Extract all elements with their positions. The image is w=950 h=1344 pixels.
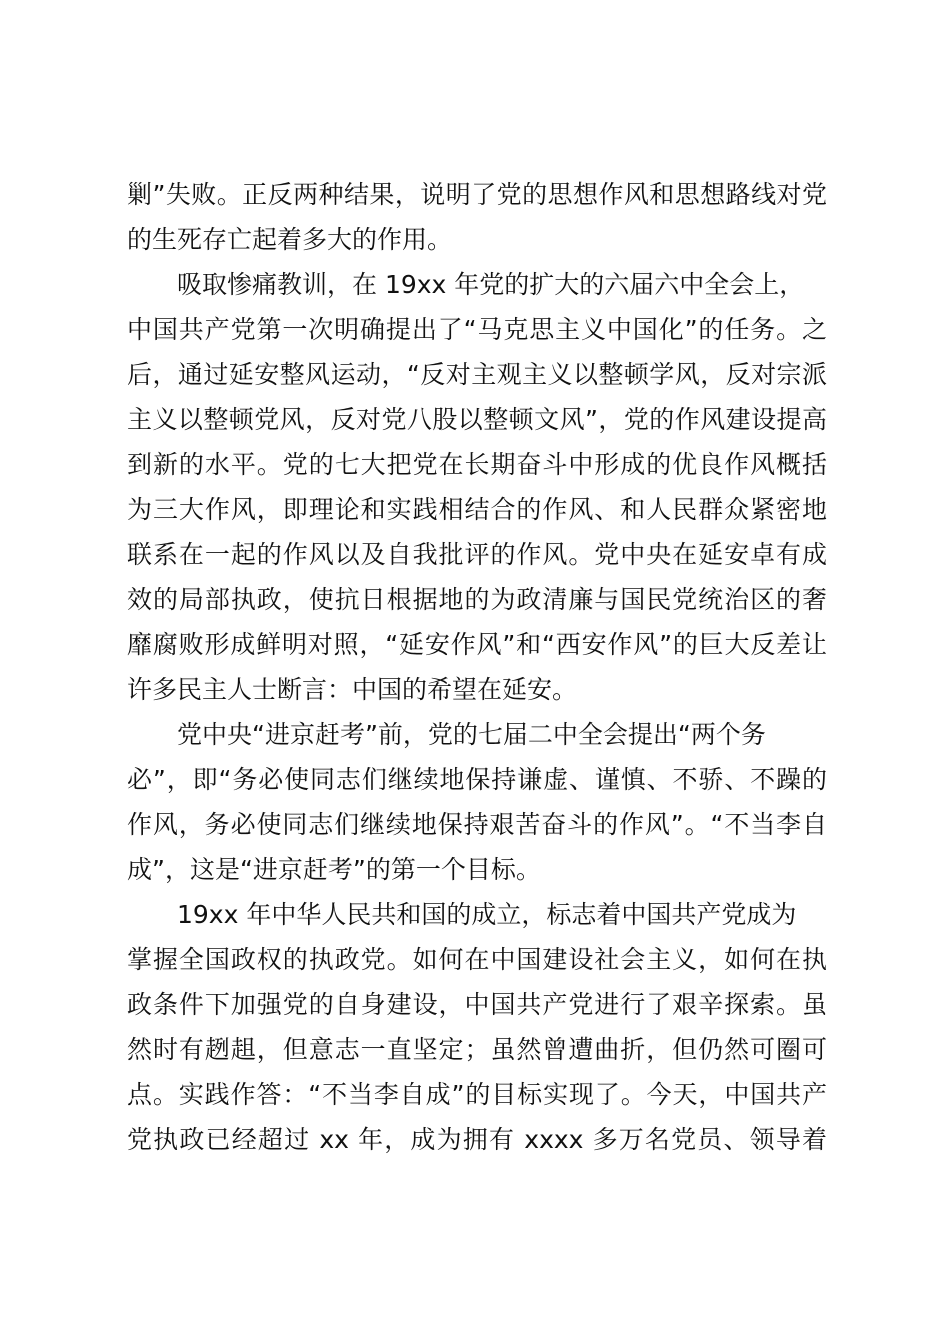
text-line: 点。实践作答：“不当李自成”的目标实现了。今天，中国共产 [127,1080,827,1109]
text-line: 政条件下加强党的自身建设，中国共产党进行了艰辛探索。虽 [127,990,827,1019]
text-line: 必”，即“务必使同志们继续地保持谦虚、谨慎、不骄、不躁的 [127,765,827,794]
text-line: 掌握全国政权的执政党。如何在中国建设社会主义，如何在执 [127,945,827,974]
text-line: 为三大作风，即理论和实践相结合的作风、和人民群众紧密地 [127,495,827,524]
text-line: 靡腐败形成鲜明对照，“延安作风”和“西安作风”的巨大反差让 [127,630,827,659]
body-text [127,172,827,1162]
text-line: 后，通过延安整风运动，“反对主观主义以整顿学风，反对宗派 [127,360,827,389]
text-line: 中国共产党第一次明确提出了“马克思主义中国化”的任务。之 [127,315,827,344]
text-line: 效的局部执政，使抗日根据地的为政清廉与国民党统治区的奢 [127,585,827,614]
paragraph-first-line: 19xx 年中华人民共和国的成立，标志着中国共产党成为 [177,900,797,929]
paragraph-first-line: 吸取惨痛教训，在 19xx 年党的扩大的六届六中全会上， [177,270,805,299]
text-line: 主义以整顿党风，反对党八股以整顿文风”，党的作风建设提高 [127,405,827,434]
text-line: 的生死存亡起着多大的作用。 [127,225,453,254]
text-line: 成”，这是“进京赶考”的第一个目标。 [127,855,541,884]
text-line: 党执政已经超过 xx 年，成为拥有 xxxx 多万名党员、领导着 [127,1125,827,1154]
text-line: 然时有趔趄，但意志一直坚定；虽然曾遭曲折，但仍然可圈可 [127,1035,827,1064]
paragraph-first-line: 党中央“进京赶考”前，党的七届二中全会提出“两个务 [177,720,766,749]
text-line: 剿”失败。正反两种结果，说明了党的思想作风和思想路线对党 [127,180,827,209]
text-line: 许多民主人士断言：中国的希望在延安。 [127,675,578,704]
text-line: 联系在一起的作风以及自我批评的作风。党中央在延安卓有成 [127,540,827,569]
text-line: 作风，务必使同志们继续地保持艰苦奋斗的作风”。“不当李自 [127,810,827,839]
text-line: 到新的水平。党的七大把党在长期奋斗中形成的优良作风概括 [127,450,827,479]
